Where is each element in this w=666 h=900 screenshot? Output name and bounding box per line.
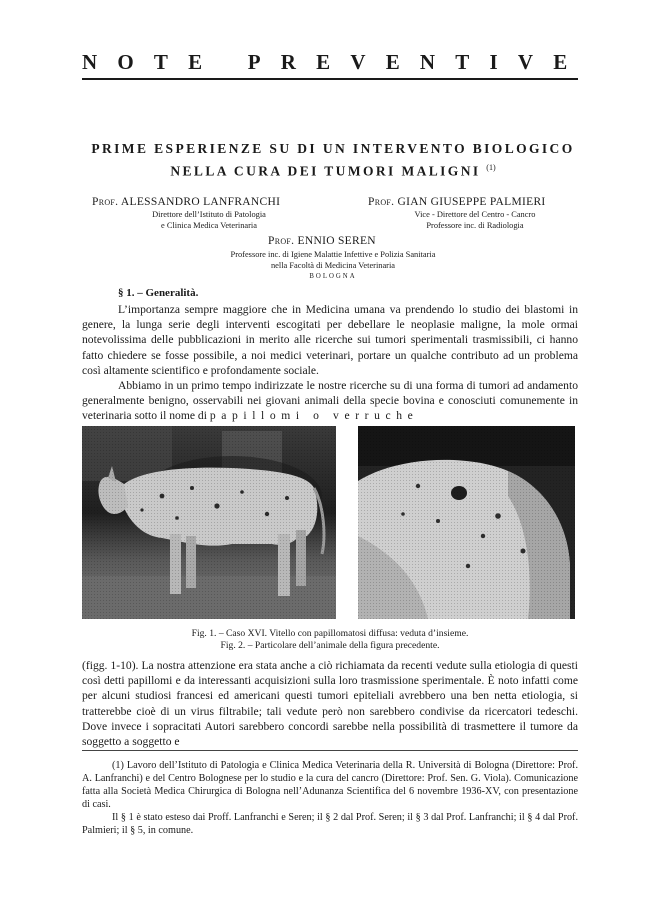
calf-full-view-image bbox=[82, 426, 336, 619]
author-1-name: ALESSANDRO LANFRANCHI bbox=[120, 196, 281, 208]
author-2-name: GIAN GIUSEPPE PALMIERI bbox=[397, 196, 546, 208]
figure-1-photo bbox=[82, 426, 336, 619]
figure-2-caption: Fig. 2. – Particolare dell’animale della figura precedente. bbox=[220, 640, 440, 651]
author-2 bbox=[368, 196, 546, 208]
section-heading: § 1. – Generalità. bbox=[118, 287, 199, 299]
author-3 bbox=[268, 235, 376, 247]
body-upper bbox=[82, 302, 578, 424]
article-title-line-2 bbox=[70, 163, 596, 180]
author-3-affiliation: Professore inc. di Igiene Malattie Infettive e Polizia Sanitaria nella Facoltà di Medicina Veterinaria bbox=[230, 250, 436, 270]
figure-1-caption: Fig. 1. – Caso XVI. Vitello con papillomatosi diffusa: veduta d’insieme. bbox=[191, 628, 469, 639]
paragraph-2: Abbiamo in un primo tempo indirizzate le nostre ricerche su di una forma di tumori ad andamento generalmente benigno, osservabili nei giovani animali della specie bovina e conosciuti comunemente in veterinaria sotto il nome di papillomi o verruche bbox=[82, 379, 578, 423]
calf-detail-image bbox=[358, 426, 575, 619]
footnote-1: (1) Lavoro dell’Istituto di Patologia e Clinica Medica Veterinaria della R. Università di Bologna (Direttore: Prof. A. Lanfranchi) e del Centro Bolognese per lo studio e la cura del cancro (Direttore: Prof. Sen. G. Viola). Comunicazione fatta alla Società Medica Chirurgica di Bologna nell’Adunanza Scientifica del 6 novembre 1936-XV, con presentazione di casi. bbox=[82, 760, 578, 810]
footnote-rule bbox=[82, 750, 578, 751]
body-lower bbox=[82, 658, 578, 749]
title-footnote-mark: (1) bbox=[486, 163, 496, 172]
running-head-rule bbox=[82, 78, 578, 80]
footnote-mark: (1) bbox=[112, 760, 124, 771]
article-title-line-1: PRIME ESPERIENZE SU DI UN INTERVENTO BIOLOGICO bbox=[91, 141, 575, 156]
paragraph-3: (figg. 1-10). La nostra attenzione era stata anche a ciò richiamata da recenti vedute sulla etiologia di questi così detti papillomi e da interessanti acquisizioni sulla loro trasmissione sperimentale. È noto infatti come per alcuni studiosi francesi ed americani questi tumori epiteliali avrebbero una ben netta etiologia, si tratterebbe cioè di un virus filtrabile; tali vedute però non sarebbero condivise da ricercatori tedeschi. Dove invece i sopracitati Autori sarebbero concordi sarebbe nella possibilità di trasmettere il tumore da soggetto a soggetto e bbox=[82, 659, 578, 749]
author-1-affiliation: Direttore dell’Istituto di Patologia e Clinica Medica Veterinaria bbox=[152, 210, 266, 230]
figure-2-photo bbox=[358, 426, 575, 619]
running-head: NOTE PREVENTIVE bbox=[82, 50, 588, 74]
footnote bbox=[82, 759, 578, 837]
author-1 bbox=[92, 196, 280, 208]
author-3-name: ENNIO SEREN bbox=[297, 235, 376, 247]
paragraph-1: L’importanza sempre maggiore che in Medicina umana va prendendo lo studio dei blastomi in genere, la lunga serie degli interventi escogitati per debellare le neoplasie maligne, la mole ormai notevolissima delle pubblicazioni in merito alle ricerche sui tumori sperimentali trasmissibili, ci hanno fatto chiedere se fosse possibile, a noi medici veterinari, portare un qualche contributo ad un problema così altamente scientifico e profondamente sociale. bbox=[82, 303, 578, 377]
author-2-affiliation: Vice - Direttore del Centro - Cancro Professore inc. di Radiologia bbox=[414, 210, 536, 230]
article-title-text: NELLA CURA DEI TUMORI MALIGNI bbox=[170, 163, 481, 179]
author-3-prefix: Prof. bbox=[268, 235, 295, 247]
footnote-2: Il § 1 è stato esteso dai Proff. Lanfranchi e Seren; il § 2 dal Prof. Seren; il § 3 dal Prof. Lanfranchi; il § 4 dal Prof. Palmieri; il § 5, in comune. bbox=[82, 812, 578, 836]
author-1-prefix: Prof. bbox=[92, 196, 119, 208]
papillomi-term: papillomi o verruche bbox=[209, 409, 419, 423]
city: BOLOGNA bbox=[309, 273, 357, 280]
author-2-prefix: Prof. bbox=[368, 196, 395, 208]
